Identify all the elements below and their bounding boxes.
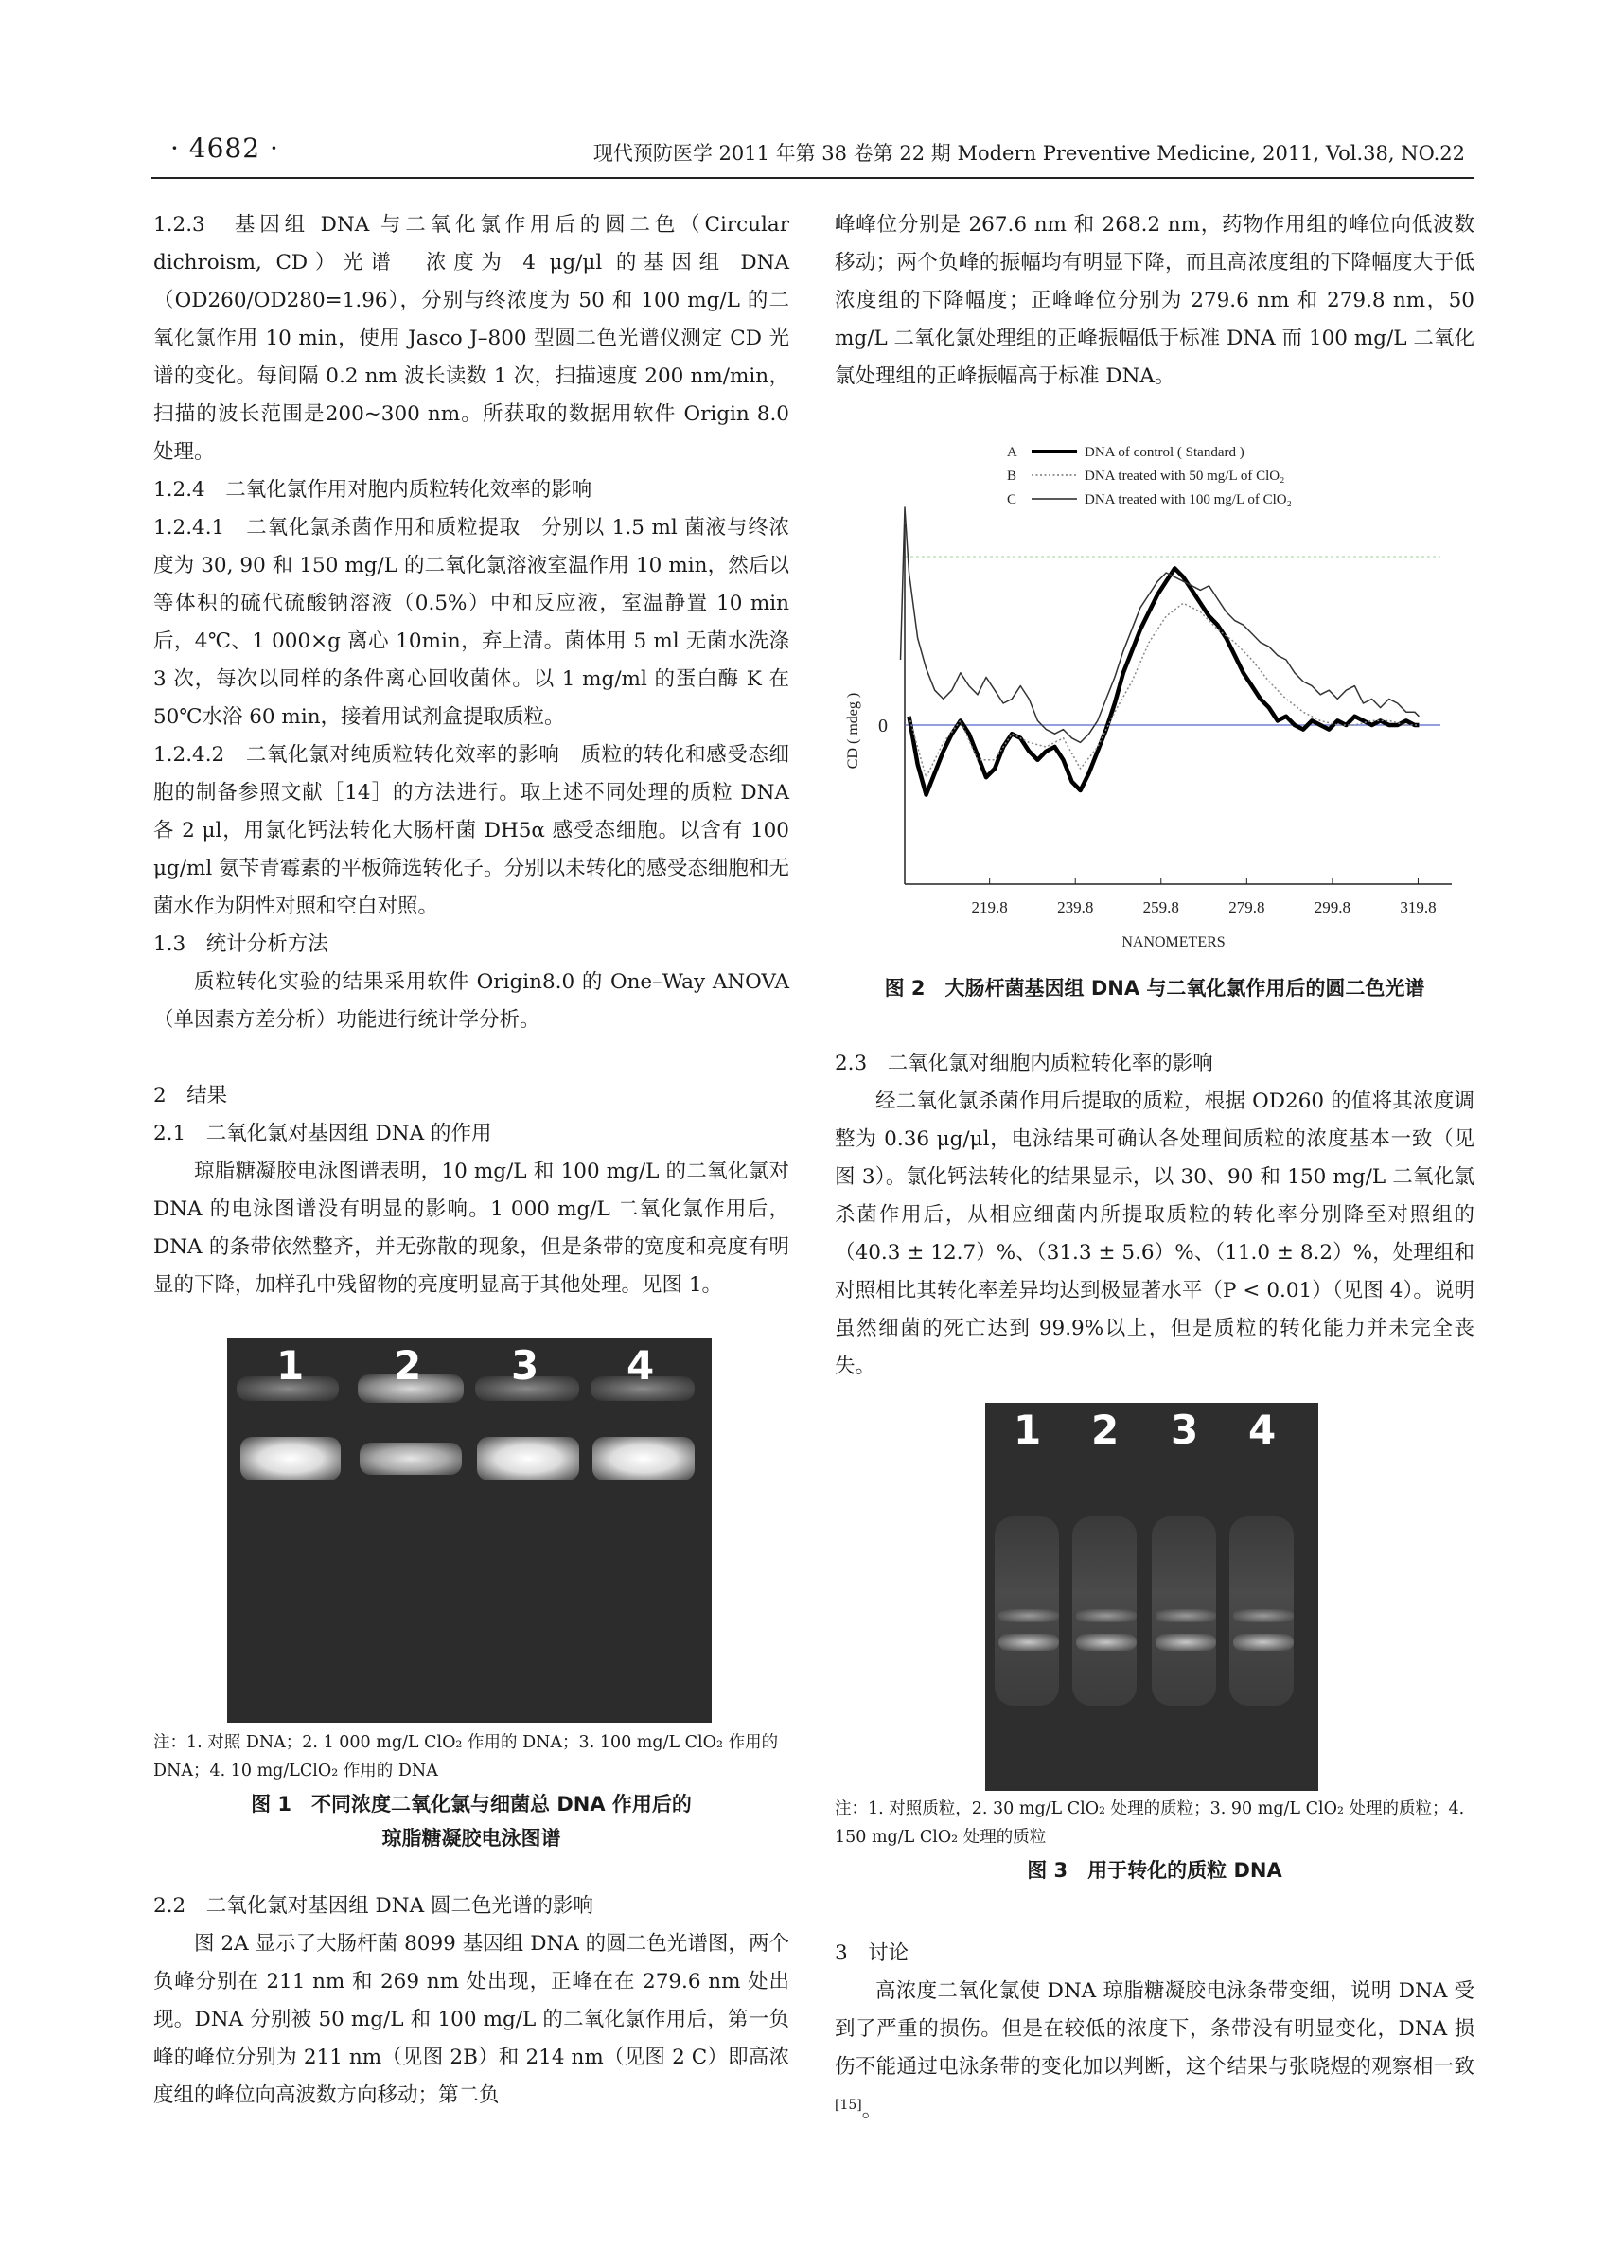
gel1-lane-label: 3 [511, 1342, 539, 1389]
figure-1-caption-line1: 图 1 不同浓度二氧化氯与细菌总 DNA 作用后的 [251, 1793, 692, 1816]
x-tick-label: 259.8 [1142, 898, 1179, 916]
gel3-lane-label: 2 [1091, 1407, 1120, 1453]
section-1-3: 质粒转化实验的结果采用软件 Origin8.0 的 One–Way ANOVA（单因素方差分析）功能进行统计学分析。 [153, 970, 789, 1032]
legend-label-c: DNA treated with 100 mg/L of ClO₂ [1085, 492, 1292, 507]
citation-15[interactable]: [15] [835, 2098, 862, 2113]
x-axis-label: NANOMETERS [1121, 934, 1226, 950]
section-2-1: 琼脂糖凝胶电泳图谱表明，10 mg/L 和 100 mg/L 的二氧化氯对 DNA 的电泳图谱没有明显的影响。1 000 mg/L 二氧化氯作用后，DNA 的条带依然整齐，并无弥散的现象，但是条带的宽度和亮度有明显的下降，加样孔中残留物的亮度明显高于其他处理。见图 1。 [153, 1160, 789, 1297]
x-tick-label: 239.8 [1057, 898, 1094, 916]
series-line-a [909, 568, 1420, 794]
right-column-top [835, 206, 1474, 396]
gel1-lane-label: 2 [394, 1342, 422, 1389]
heading-2-1: 2.1 二氧化氯对基因组 DNA 的作用 [153, 1122, 492, 1145]
legend-label-a: DNA of control ( Standard ) [1085, 445, 1244, 460]
section-3-text: 高浓度二氧化氯使 DNA 琼脂糖凝胶电泳条带变细，说明 DNA 受到了严重的损伤。但是在较低的浓度下，条带没有明显变化，DNA 损伤不能通过电泳条带的变化加以判断，这个结果与张晓煜的观察相一致 [835, 1979, 1474, 2079]
heading-2-2: 2.2 二氧化氯对基因组 DNA 圆二色光谱的影响 [153, 1894, 593, 1918]
right-column-middle [835, 1045, 1474, 1386]
page-number: · 4682 · [170, 133, 279, 164]
x-tick-label: 319.8 [1400, 898, 1437, 916]
section-2-2: 图 2A 显示了大肠杆菌 8099 基因组 DNA 的圆二色光谱图，两个负峰分别在 211 nm 和 269 nm 处出现，正峰在在 279.6 nm 处出现。DNA 分别被 50 mg/L 和 100 mg/L 的二氧化氯作用后，第一负峰的峰位分别为 211 nm（见图 2B）和 214 nm（见图 2 C）即高浓度组的峰位向高波数方向移动；第二负 [153, 1932, 789, 2107]
section-1-2-4-2: 1.2.4.2 二氧化氯对纯质粒转化效率的影响 质粒的转化和感受态细胞的制备参照文献［14］的方法进行。取上述不同处理的质粒 DNA 各 2 μl，用氯化钙法转化大肠杆菌 DH5α 感受态细胞。以含有 100 μg/ml 氨苄青霉素的平板筛选转化子。分别以未转化的感受态细胞和无菌水作为阴性对照和空白对照。 [153, 743, 789, 918]
section-1-2-3: 1.2.3 基因组 DNA 与二氧化氯作用后的圆二色（Circular dichroism, CD）光谱 浓度为 4 μg/μl 的基因组 DNA（OD260/OD280=1.96），分别与终浓度为 50 和 100 mg/L 的二氧化氯作用 10 min，使用 Jasco J–800 型圆二色光谱仪测定 CD 光谱的变化。每间隔 0.2 nm 波长读数 1 次，扫描速度 200 nm/min，扫描的波长范围是200~300 nm。所获取的数据用软件 Origin 8.0 处理。 [153, 213, 789, 464]
heading-1-2-4: 1.2.4 二氧化氯作用对胞内质粒转化效率的影响 [153, 478, 592, 502]
x-tick-label: 219.8 [971, 898, 1008, 916]
section-1-2-4-1: 1.2.4.1 二氧化氯杀菌作用和质粒提取 分别以 1.5 ml 菌液与终浓度为 30, 90 和 150 mg/L 的二氧化氯溶液室温作用 10 min，然后以等体积的硫代硫酸钠溶液（0.5%）中和反应液，室温静置 10 min 后，4℃、1 000×g 离心 10min，弃上清。菌体用 5 ml 无菌水洗涤 3 次，每次以同样的条件离心回收菌体。以 1 mg/ml 的蛋白酶 K 在 50℃水浴 60 min，接着用试剂盒提取质粒。 [153, 516, 789, 729]
y-tick-label: 0 [878, 716, 888, 736]
heading-2-3: 2.3 二氧化氯对细胞内质粒转化率的影响 [835, 1052, 1213, 1075]
heading-3: 3 讨论 [835, 1941, 909, 1965]
gel3-lane-label: 3 [1171, 1407, 1199, 1453]
left-column [153, 206, 789, 1304]
series-line-c [901, 507, 1420, 742]
figure-1-caption-line2: 琼脂糖凝胶电泳图谱 [381, 1827, 561, 1850]
figure-2-cd-chart [833, 428, 1476, 964]
gel3-lane-label: 4 [1248, 1407, 1277, 1453]
heading-1-3: 1.3 统计分析方法 [153, 932, 328, 956]
x-tick-label: 299.8 [1314, 898, 1351, 916]
figure-3-gel-image [985, 1403, 1318, 1791]
header-rule [151, 177, 1474, 179]
series-line-b [909, 603, 1420, 777]
section-3: 高浓度二氧化氯使 DNA 琼脂糖凝胶电泳条带变细，说明 DNA 受到了严重的损伤。但是在较低的浓度下，条带没有明显变化，DNA 损伤不能通过电泳条带的变化加以判断，这个结果与张晓煜的观察相一致[15]。 [835, 1979, 1474, 2123]
figure-3-caption: 图 3 用于转化的质粒 DNA [1027, 1859, 1282, 1882]
gel3-lane-label: 1 [1014, 1407, 1042, 1453]
legend-label-b: DNA treated with 50 mg/L of ClO₂ [1085, 469, 1285, 484]
section-2-2-continued: 峰峰位分别是 267.6 nm 和 268.2 nm，药物作用组的峰位向低波数移动；两个负峰的振幅均有明显下降，而且高浓度组的下降幅度大于低浓度组的下降幅度；正峰峰位分别为 279.6 nm 和 279.8 nm，50 mg/L 二氧化氯处理组的正峰振幅低于标准 DNA 而 100 mg/L 二氧化氯处理组的正峰振幅高于标准 DNA。 [835, 213, 1474, 388]
journal-header: 现代预防医学 2011 年第 38 卷第 22 期 Modern Preventive Medicine, 2011, Vol.38, NO.22 [592, 142, 1465, 165]
legend-key-a: A [1007, 445, 1017, 460]
figure-1-caption [153, 1787, 789, 1855]
legend-key-b: B [1007, 469, 1017, 484]
x-tick-label: 279.8 [1228, 898, 1265, 916]
figure-2-caption: 图 2 大肠杆菌基因组 DNA 与二氧化氯作用后的圆二色光谱 [884, 977, 1425, 1000]
heading-2: 2 结果 [153, 1084, 228, 1107]
right-column-bottom [835, 1935, 1474, 2130]
figure-1-note: 注：1. 对照 DNA；2. 1 000 mg/L ClO₂ 作用的 DNA；3. 100 mg/L ClO₂ 作用的 DNA；4. 10 mg/LClO₂ 作用的 DNA [153, 1733, 779, 1781]
figure-1-gel-image [227, 1338, 712, 1723]
gel1-lane-label: 1 [276, 1342, 305, 1389]
left-column-bottom [153, 1887, 789, 2115]
gel1-lane-label: 4 [627, 1342, 655, 1389]
figure-3-note: 注：1. 对照质粒，2. 30 mg/L ClO₂ 处理的质粒；3. 90 mg/L ClO₂ 处理的质粒；4. 150 mg/L ClO₂ 处理的质粒 [835, 1799, 1465, 1847]
y-axis-label: CD ( mdeg ) [845, 692, 861, 770]
section-2-3: 经二氧化氯杀菌作用后提取的质粒，根据 OD260 的值将其浓度调整为 0.36 μg/μl，电泳结果可确认各处理间质粒的浓度基本一致（见图 3）。氯化钙法转化的结果显示，以 30、90 和 150 mg/L 二氧化氯杀菌作用后，从相应细菌内所提取质粒的转化率分别降至对照组的（40.3 ± 12.7）%、（31.3 ± 5.6）%、（11.0 ± 8.2）%，处理组和对照相比其转化率差异均达到极显著水平（P < 0.01）（见图 4）。说明虽然细菌的死亡达到 99.9%以上，但是质粒的转化能力并未完全丧失。 [835, 1090, 1474, 1378]
legend-key-c: C [1007, 492, 1017, 507]
